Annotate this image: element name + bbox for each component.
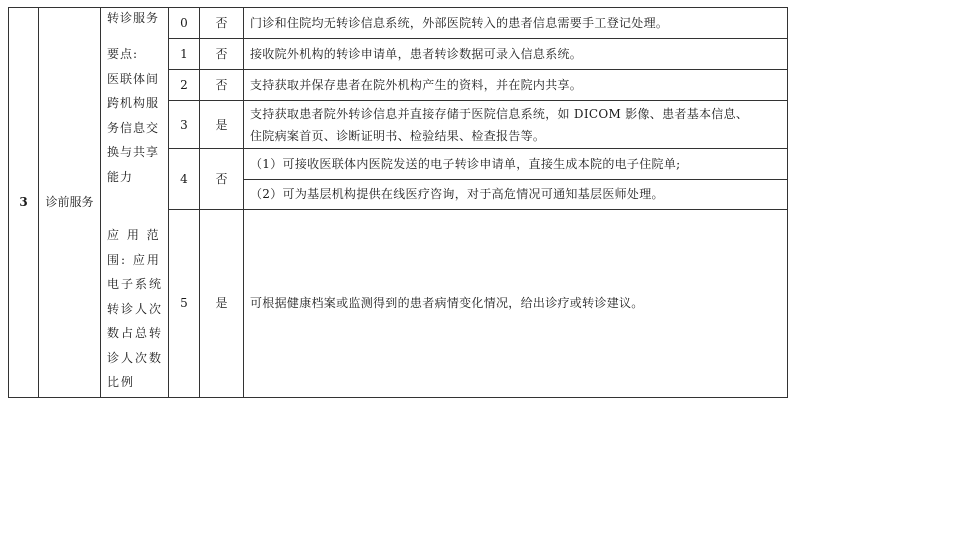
description-line: 支持获取患者院外转诊信息并直接存储于医院信息系统，如 DICOM 影像、患者基本信息、	[250, 106, 749, 121]
scope-line: 比例	[107, 375, 136, 389]
level-description	[244, 8, 788, 39]
yes-no-cell: 否	[200, 149, 244, 210]
level-description	[244, 101, 788, 149]
level-number: 0	[169, 8, 200, 39]
scope-line: 数占总转	[107, 326, 164, 340]
level-number: 1	[169, 39, 200, 70]
yes-no-cell: 是	[200, 209, 244, 397]
evaluation-table	[8, 7, 788, 398]
level-number: 4	[169, 149, 200, 210]
level-description	[244, 70, 788, 101]
scope-line: 围: 应用	[107, 252, 161, 267]
points-label: 要点:	[107, 47, 139, 61]
item-title: 转诊服务	[107, 11, 160, 25]
yes-no-cell: 否	[200, 8, 244, 39]
points-line: 医联体间	[107, 71, 160, 86]
points-line: 能力	[107, 169, 134, 184]
item-cell	[101, 8, 169, 398]
description-line: 支持获取并保存患者在院外机构产生的资料，并在院内共享。	[250, 78, 583, 92]
level-number: 2	[169, 70, 200, 101]
points-line: 跨机构服	[107, 96, 160, 110]
description-line: （1）可接收医联体内医院发送的电子转诊申请单，直接生成本院的电子住院单;	[250, 156, 681, 171]
level-description	[244, 179, 788, 209]
table-row	[9, 8, 788, 39]
yes-no-cell: 否	[200, 70, 244, 101]
level-description	[244, 149, 788, 180]
scope-line: 应 用 范	[107, 228, 161, 242]
category-cell: 诊前服务	[39, 8, 101, 398]
level-description	[244, 39, 788, 70]
level-number: 3	[169, 101, 200, 149]
description-line: （2）可为基层机构提供在线医疗咨询，对于高危情况可通知基层医师处理。	[250, 187, 664, 201]
description-line: 门诊和住院均无转诊信息系统，外部医院转入的患者信息需要手工登记处理。	[250, 16, 669, 30]
points-line: 务信息交	[107, 120, 160, 135]
yes-no-cell: 是	[200, 101, 244, 149]
scope-line: 诊人次数	[107, 350, 164, 365]
scope-line: 电子系统	[107, 277, 164, 291]
level-number: 5	[169, 209, 200, 397]
level-description	[244, 209, 788, 397]
sequence-number: 3	[9, 8, 39, 398]
description-line: 接收院外机构的转诊申请单，患者转诊数据可录入信息系统。	[250, 47, 583, 61]
description-line: 住院病案首页、诊断证明书、检验结果、检查报告等。	[250, 128, 546, 143]
points-line: 换与共享	[107, 145, 160, 159]
yes-no-cell: 否	[200, 39, 244, 70]
scope-line: 转诊人次	[107, 301, 164, 316]
description-line: 可根据健康档案或监测得到的患者病情变化情况，给出诊疗或转诊建议。	[250, 296, 644, 310]
